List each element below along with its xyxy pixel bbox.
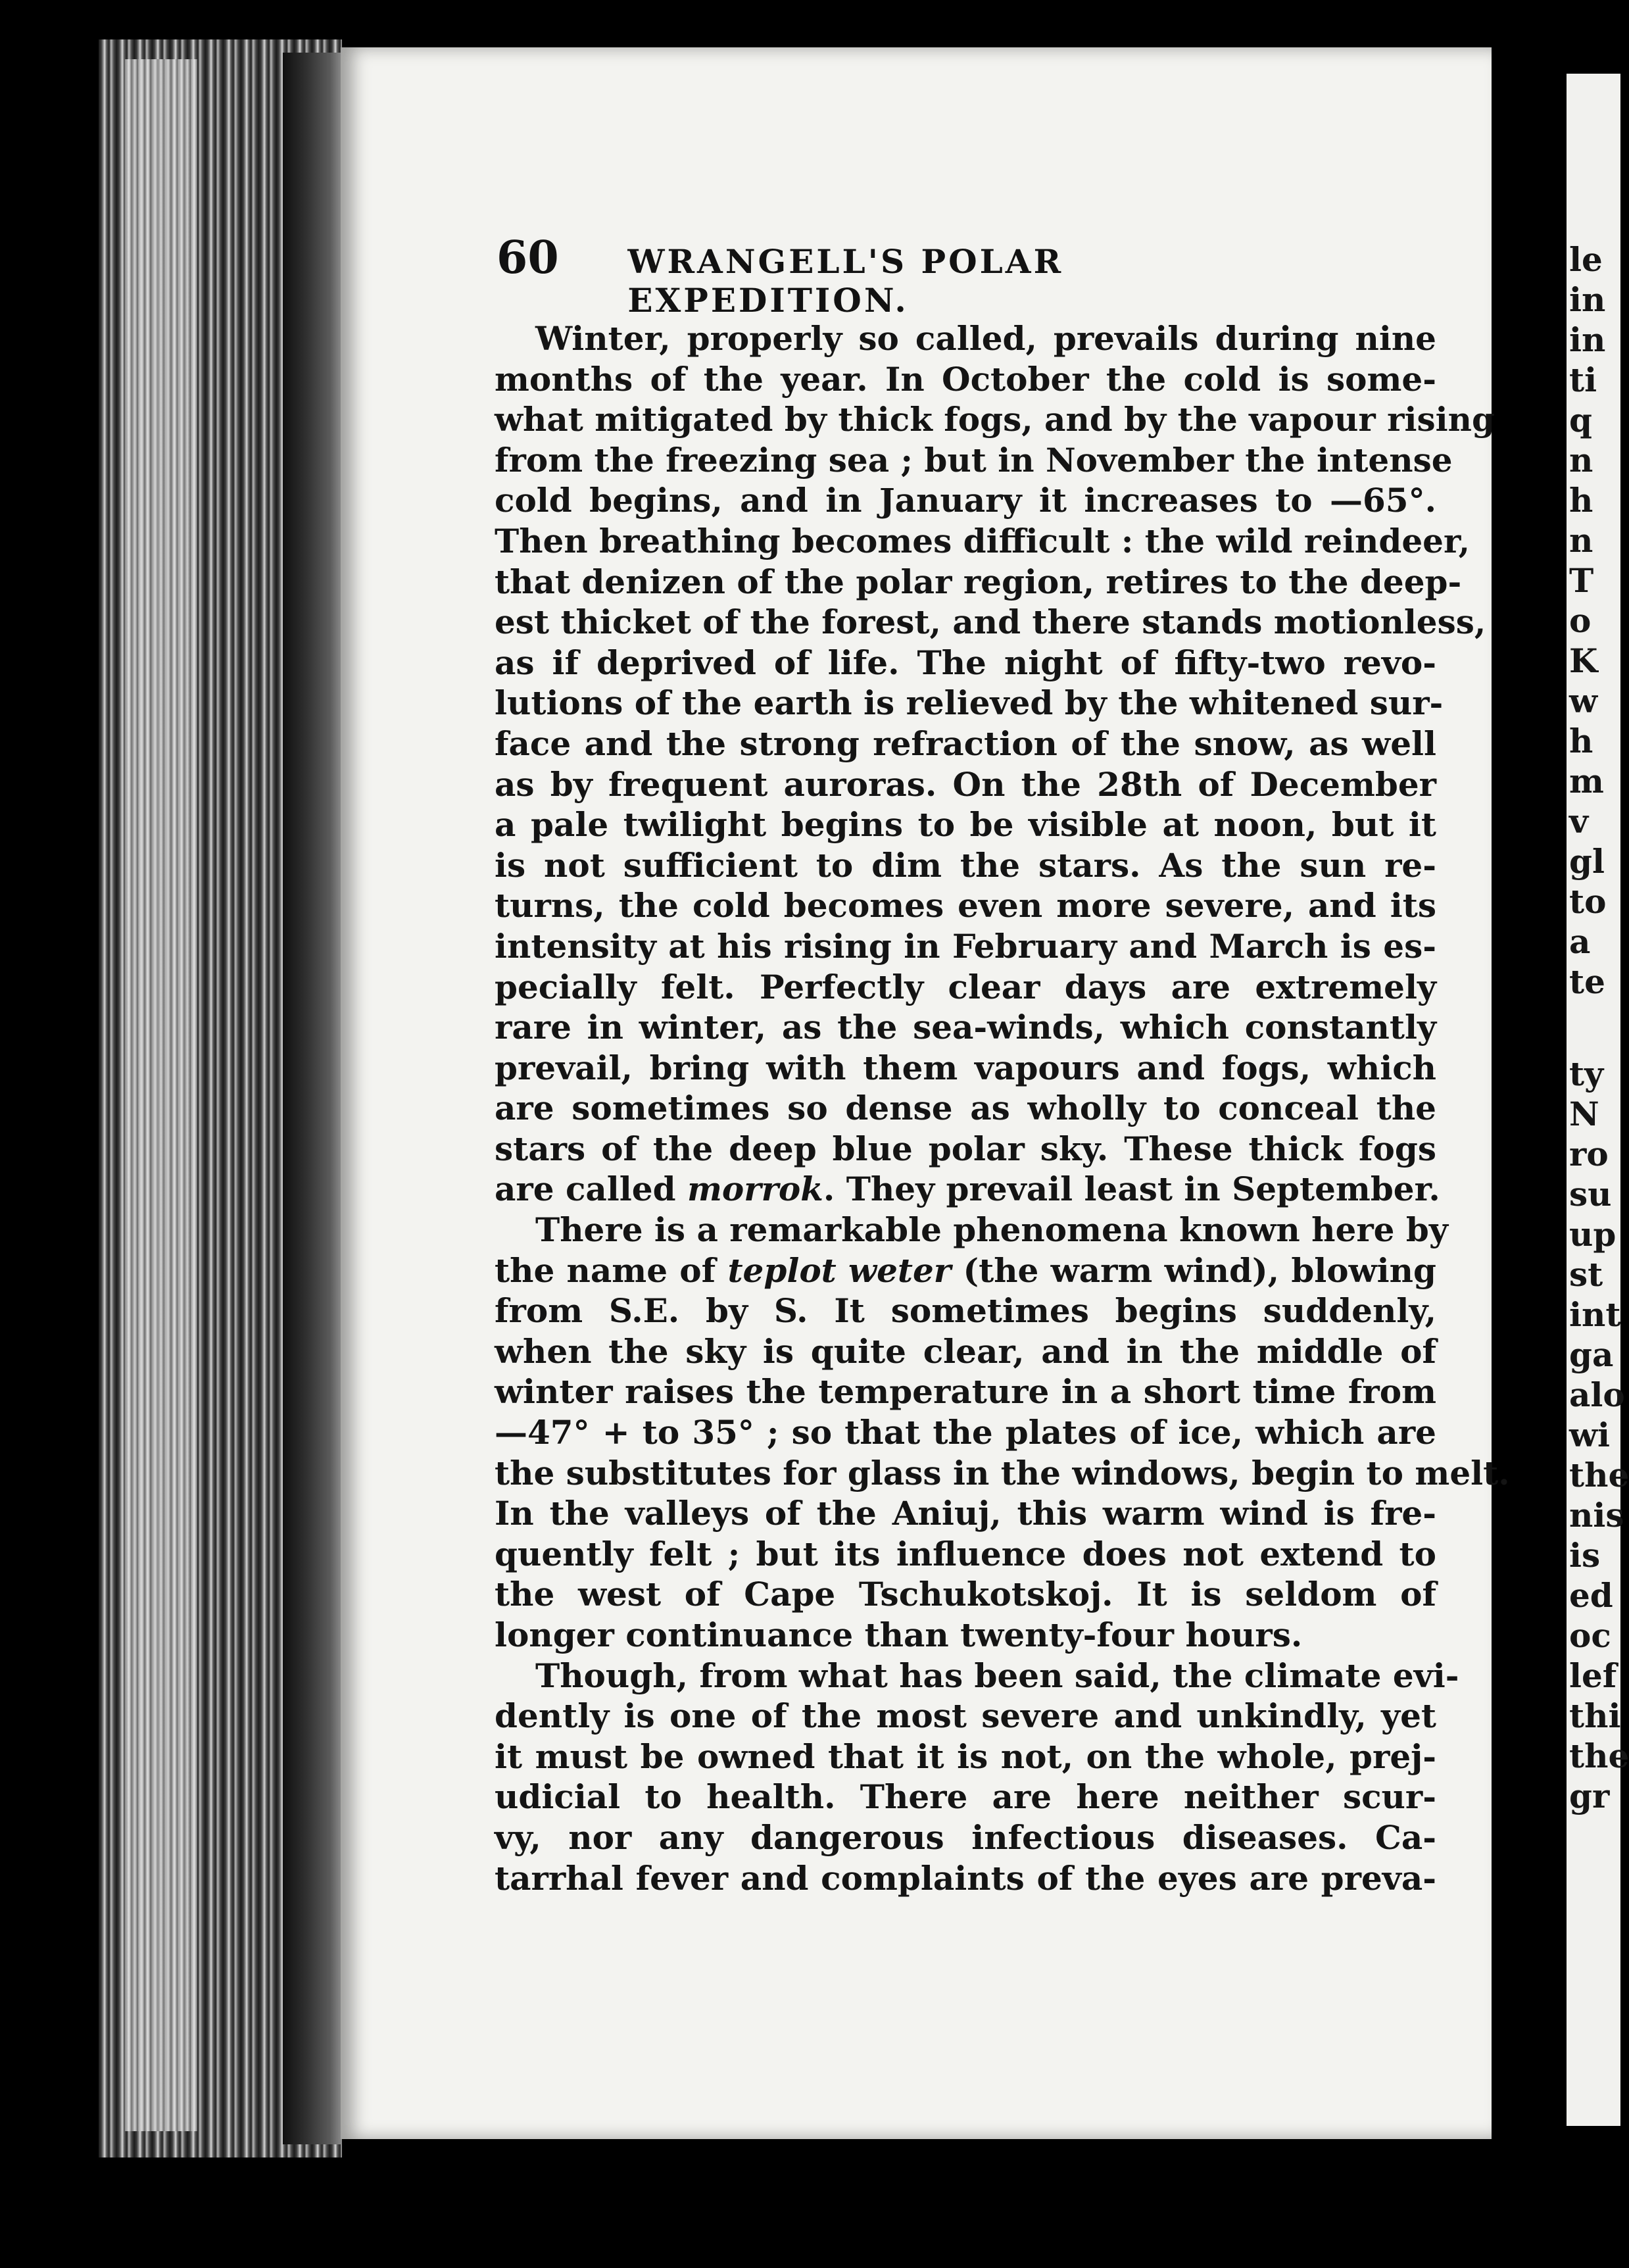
text-line: winter raises the temperature in a short time from xyxy=(495,1372,1436,1412)
next-page-fragment: gl xyxy=(1569,842,1605,881)
next-page-fragment: su xyxy=(1569,1175,1612,1214)
next-page-fragment: is xyxy=(1569,1536,1601,1575)
next-page-fragment: m xyxy=(1569,762,1604,801)
next-page-fragment: te xyxy=(1569,962,1605,1001)
text-line: quently felt ; but its influence does not extend to xyxy=(495,1534,1436,1573)
text-line: it must be owned that it is not, on the whole, prej- xyxy=(495,1737,1436,1776)
next-page-fragment: ti xyxy=(1569,360,1597,399)
next-page-fragment: le xyxy=(1569,240,1603,279)
next-page-fragment: h xyxy=(1569,481,1593,520)
text-line: the substitutes for glass in the windows, begin to melt. xyxy=(495,1453,1510,1492)
text-line: pecially felt. Perfectly clear days are extremely xyxy=(495,967,1436,1006)
text-line: a pale twilight begins to be visible at noon, but it xyxy=(495,805,1436,845)
text-line: the name of teplot weter (the warm wind), blowing xyxy=(495,1250,1436,1290)
text-line: est thicket of the forest, and there stands motionless, xyxy=(495,603,1486,642)
text-line: are called morrok. They prevail least in September. xyxy=(495,1170,1440,1209)
next-page-fragment: o xyxy=(1569,601,1592,640)
next-page-fragment: ed xyxy=(1569,1576,1613,1615)
text-line: longer continuance than twenty-four hours. xyxy=(495,1615,1303,1654)
text-line: what mitigated by thick fogs, and by the vapour rising xyxy=(495,400,1495,439)
next-page-fragment: T xyxy=(1569,561,1594,600)
text-line: vy, nor any dangerous infectious diseases. Ca- xyxy=(495,1817,1436,1857)
text-line: Though, from what has been said, the climate evi- xyxy=(535,1656,1459,1695)
text-line: from the freezing sea ; but in November the intense xyxy=(495,440,1453,480)
next-page-fragment: w xyxy=(1569,681,1598,720)
next-page-fragment: in xyxy=(1569,320,1606,359)
next-page-fragment: in xyxy=(1569,280,1606,319)
text-line: In the valleys of the Aniuj, this warm wind is fre- xyxy=(495,1494,1436,1533)
text-line: as by frequent auroras. On the 28th of December xyxy=(495,764,1436,804)
text-line: There is a remarkable phenomena known here by xyxy=(535,1210,1448,1250)
next-page-edge xyxy=(1567,74,1629,2126)
next-page-fragment: N xyxy=(1569,1095,1599,1133)
text-line: turns, the cold becomes even more severe, and its xyxy=(495,886,1436,925)
text-line: dently is one of the most severe and unkindly, yet xyxy=(495,1696,1436,1736)
body-text xyxy=(495,318,1510,1898)
next-page-fragment: n xyxy=(1569,441,1593,480)
text-line: Then breathing becomes difficult : the wild reindeer, xyxy=(495,521,1471,560)
next-page-fragment: up xyxy=(1569,1215,1617,1254)
text-line: Winter, properly so called, prevails during nine xyxy=(535,319,1436,358)
next-page-fragment: wi xyxy=(1569,1416,1611,1454)
book-gutter-shadow xyxy=(283,53,342,2144)
next-page-fragment: the xyxy=(1569,1456,1629,1494)
next-page-fragment: nis xyxy=(1569,1496,1624,1535)
next-page-fragment: oc xyxy=(1569,1616,1611,1655)
next-page-fragment: K xyxy=(1569,641,1598,680)
next-page-fragment: q xyxy=(1569,401,1592,439)
text-line: face and the strong refraction of the snow, as well xyxy=(495,724,1436,763)
book-page-edges-highlight xyxy=(125,59,197,2131)
text-line: that denizen of the polar region, retires to the deep- xyxy=(495,562,1462,601)
next-page-fragment: the xyxy=(1569,1737,1629,1775)
text-line: lutions of the earth is relieved by the whitened sur- xyxy=(495,683,1444,723)
next-page-fragment: ro xyxy=(1569,1135,1609,1173)
text-line: when the sky is quite clear, and in the middle of xyxy=(495,1331,1436,1371)
next-page-fragment: a xyxy=(1569,922,1591,961)
text-line: prevail, bring with them vapours and fogs, which xyxy=(495,1048,1436,1087)
text-line: from S.E. by S. It sometimes begins suddenly, xyxy=(495,1291,1436,1331)
text-line: as if deprived of life. The night of fifty-two revo- xyxy=(495,643,1436,682)
next-page-fragment: int xyxy=(1569,1295,1621,1334)
text-line: rare in winter, as the sea-winds, which constantly xyxy=(495,1008,1436,1047)
page-header xyxy=(497,232,1305,320)
next-page-fragment: to xyxy=(1569,882,1607,921)
text-line: months of the year. In October the cold is some- xyxy=(495,359,1436,399)
text-line: are sometimes so dense as wholly to conceal the xyxy=(495,1089,1436,1128)
text-line: the west of Cape Tschukotskoj. It is seldom of xyxy=(495,1575,1436,1614)
next-page-fragment: gr xyxy=(1569,1777,1610,1815)
text-line: tarrhal fever and complaints of the eyes are preva- xyxy=(495,1858,1436,1898)
text-line: —47° + to 35° ; so that the plates of ice, which are xyxy=(495,1413,1436,1452)
next-page-fragment: st xyxy=(1569,1255,1603,1294)
text-line: cold begins, and in January it increases to —65°. xyxy=(495,481,1436,520)
next-page-fragment: thi xyxy=(1569,1696,1621,1735)
next-page-fragment: lef xyxy=(1569,1656,1617,1695)
next-page-fragment: ga xyxy=(1569,1335,1614,1374)
running-head: WRANGELL'S POLAR EXPEDITION. xyxy=(627,242,1064,320)
next-page-fragment: ty xyxy=(1569,1054,1604,1093)
text-line: intensity at his rising in February and March is es- xyxy=(495,926,1436,966)
next-page-fragment: v xyxy=(1569,802,1589,841)
next-page-fragment: alo xyxy=(1569,1375,1625,1414)
next-page-fragment: n xyxy=(1569,521,1593,560)
text-line: stars of the deep blue polar sky. These thick fogs xyxy=(495,1129,1436,1168)
text-line: udicial to health. There are here neither scur- xyxy=(495,1777,1436,1817)
next-page-fragment: h xyxy=(1569,722,1593,760)
text-line: is not sufficient to dim the stars. As the sun re- xyxy=(495,845,1436,885)
page-number: 60 xyxy=(497,232,559,284)
